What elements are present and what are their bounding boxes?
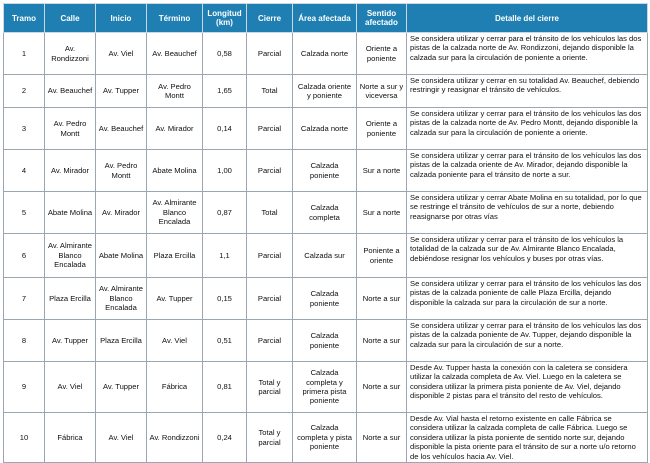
cell-termino: Fábrica: [147, 362, 203, 413]
road-closures-table: [3, 3, 648, 463]
col-header-area: Área afectada: [293, 4, 357, 33]
cell-calle: Av. Rondizzoni: [45, 33, 96, 75]
cell-inicio: Abate Molina: [96, 234, 147, 278]
cell-termino: Plaza Ercilla: [147, 234, 203, 278]
cell-tramo: 3: [4, 108, 45, 150]
cell-termino: Av. Beauchef: [147, 33, 203, 75]
cell-detalle: Se considera utilizar y cerrar para el tránsito de los vehículos las dos pistas de la calzada poniente de calle Plaza Ercilla, dejando disponible la calzada sur para la circulación de sur a norte.: [407, 278, 648, 320]
table-row: [4, 192, 648, 234]
cell-termino: Av. Almirante Blanco Encalada: [147, 192, 203, 234]
cell-inicio: Av. Viel: [96, 413, 147, 463]
cell-sentido: Sur a norte: [357, 192, 407, 234]
col-header-longitud: Longitud (km): [203, 4, 247, 33]
cell-tramo: 7: [4, 278, 45, 320]
cell-detalle: Desde Av. Vial hasta el retorno existente en calle Fábrica se considera utilizar la calzada completa de calle Fábrica. Luego se considera utilizar la pista poniente de sentido norte sur, dejando disponible la pista oriente para el tránsito de sur a norte u/o retorno de los vehículos hacia Av. Viel.: [407, 413, 648, 463]
cell-termino: Abate Molina: [147, 150, 203, 192]
cell-longitud: 0,15: [203, 278, 247, 320]
table-row: [4, 278, 648, 320]
header-row: [4, 4, 648, 33]
cell-tramo: 4: [4, 150, 45, 192]
cell-calle: Av. Pedro Montt: [45, 108, 96, 150]
cell-tramo: 8: [4, 320, 45, 362]
cell-detalle: Se considera utilizar y cerrar para el tránsito de los vehículos las dos pistas de la calzada poniente de Av. Tupper, dejando disponible la calzada sur para la circulación de sur a norte.: [407, 320, 648, 362]
cell-detalle: Se considera utilizar y cerrar para el tránsito de los vehículos las dos pistas de la calzada oriente de Av. Mirador, dejando disponible la calzada poniente para el tránsito de norte a sur.: [407, 150, 648, 192]
table-body: [4, 33, 648, 463]
cell-cierre: Total y parcial: [247, 413, 293, 463]
cell-calle: Av. Almirante Blanco Encalada: [45, 234, 96, 278]
cell-tramo: 1: [4, 33, 45, 75]
cell-sentido: Norte a sur: [357, 413, 407, 463]
cell-calle: Av. Beauchef: [45, 75, 96, 108]
cell-cierre: Parcial: [247, 278, 293, 320]
cell-sentido: Norte a sur y viceversa: [357, 75, 407, 108]
cell-area: Calzada completa y primera pista poniente: [293, 362, 357, 413]
cell-area: Calzada norte: [293, 33, 357, 75]
cell-detalle: Se considera utilizar y cerrar para el tránsito de los vehículos las dos pistas de la calzada norte de Av. Rondizzoni, dejando disponible la calzada sur para la circulación de poniente a oriente.: [407, 33, 648, 75]
cell-cierre: Parcial: [247, 108, 293, 150]
cell-cierre: Parcial: [247, 320, 293, 362]
cell-calle: Plaza Ercilla: [45, 278, 96, 320]
table-row: [4, 234, 648, 278]
cell-calle: Av. Viel: [45, 362, 96, 413]
cell-inicio: Av. Tupper: [96, 362, 147, 413]
cell-area: Calzada poniente: [293, 320, 357, 362]
cell-tramo: 6: [4, 234, 45, 278]
cell-area: Calzada sur: [293, 234, 357, 278]
table-row: [4, 33, 648, 75]
cell-area: Calzada poniente: [293, 150, 357, 192]
cell-sentido: Oriente a poniente: [357, 108, 407, 150]
col-header-termino: Término: [147, 4, 203, 33]
cell-termino: Av. Tupper: [147, 278, 203, 320]
cell-longitud: 0,58: [203, 33, 247, 75]
cell-longitud: 1,00: [203, 150, 247, 192]
cell-area: Calzada completa y pista poniente: [293, 413, 357, 463]
cell-sentido: Sur a norte: [357, 150, 407, 192]
cell-inicio: Av. Almirante Blanco Encalada: [96, 278, 147, 320]
cell-sentido: Norte a sur: [357, 278, 407, 320]
cell-longitud: 1,1: [203, 234, 247, 278]
cell-tramo: 9: [4, 362, 45, 413]
cell-tramo: 10: [4, 413, 45, 463]
table-header: [4, 4, 648, 33]
table-row: [4, 150, 648, 192]
cell-calle: Av. Mirador: [45, 150, 96, 192]
table-row: [4, 413, 648, 463]
cell-cierre: Parcial: [247, 150, 293, 192]
cell-detalle: Se considera utilizar y cerrar para el tránsito de los vehículos la totalidad de la calzada sur de Av. Almirante Blanco Encalada, debiéndose resignar los vehículos y buses por otras vías.: [407, 234, 648, 278]
col-header-calle: Calle: [45, 4, 96, 33]
cell-detalle: Desde Av. Tupper hasta la conexión con la caletera se considera utilizar la calzada completa de Av. Viel. Luego en la caletera se considera utilizar la primera pista poniente de Av. Viel, dejando disponible 2 pistas para el tránsito del resto de vehículos.: [407, 362, 648, 413]
cell-inicio: Av. Viel: [96, 33, 147, 75]
cell-inicio: Av. Beauchef: [96, 108, 147, 150]
cell-sentido: Norte a sur: [357, 320, 407, 362]
table-row: [4, 75, 648, 108]
col-header-cierre: Cierre: [247, 4, 293, 33]
cell-sentido: Poniente a oriente: [357, 234, 407, 278]
cell-termino: Av. Pedro Montt: [147, 75, 203, 108]
col-header-sentido: Sentido afectado: [357, 4, 407, 33]
cell-longitud: 0,14: [203, 108, 247, 150]
cell-area: Calzada poniente: [293, 278, 357, 320]
cell-termino: Av. Mirador: [147, 108, 203, 150]
cell-sentido: Norte a sur: [357, 362, 407, 413]
cell-longitud: 0,81: [203, 362, 247, 413]
cell-inicio: Av. Tupper: [96, 75, 147, 108]
cell-cierre: Parcial: [247, 234, 293, 278]
cell-calle: Abate Molina: [45, 192, 96, 234]
cell-termino: Av. Viel: [147, 320, 203, 362]
cell-detalle: Se considera utilizar y cerrar en su totalidad Av. Beauchef, debiendo restringir y reasignar el tránsito de vehículos.: [407, 75, 648, 108]
cell-longitud: 1,65: [203, 75, 247, 108]
cell-longitud: 0,51: [203, 320, 247, 362]
table-row: [4, 362, 648, 413]
table-row: [4, 320, 648, 362]
table-row: [4, 108, 648, 150]
cell-tramo: 2: [4, 75, 45, 108]
cell-cierre: Total: [247, 75, 293, 108]
cell-detalle: Se considera utilizar y cerrar para el tránsito de los vehículos las dos pistas de la calzada norte de Av. Pedro Montt, dejando disponible la calzada sur para la circulación de poniente a oriente.: [407, 108, 648, 150]
cell-area: Calzada completa: [293, 192, 357, 234]
cell-inicio: Av. Pedro Montt: [96, 150, 147, 192]
cell-termino: Av. Rondizzoni: [147, 413, 203, 463]
col-header-detalle: Detalle del cierre: [407, 4, 648, 33]
cell-cierre: Parcial: [247, 33, 293, 75]
cell-inicio: Av. Mirador: [96, 192, 147, 234]
cell-sentido: Oriente a poniente: [357, 33, 407, 75]
cell-tramo: 5: [4, 192, 45, 234]
cell-cierre: Total: [247, 192, 293, 234]
cell-inicio: Plaza Ercilla: [96, 320, 147, 362]
col-header-inicio: Inicio: [96, 4, 147, 33]
cell-area: Calzada norte: [293, 108, 357, 150]
col-header-tramo: Tramo: [4, 4, 45, 33]
cell-detalle: Se considera utilizar y cerrar Abate Molina en su totalidad, por lo que se restringe el tránsito de vehículos de sur a norte, debiendo reasignarse por otras vías: [407, 192, 648, 234]
cell-calle: Av. Tupper: [45, 320, 96, 362]
cell-longitud: 0,87: [203, 192, 247, 234]
cell-longitud: 0,24: [203, 413, 247, 463]
cell-area: Calzada oriente y poniente: [293, 75, 357, 108]
cell-calle: Fábrica: [45, 413, 96, 463]
cell-cierre: Total y parcial: [247, 362, 293, 413]
